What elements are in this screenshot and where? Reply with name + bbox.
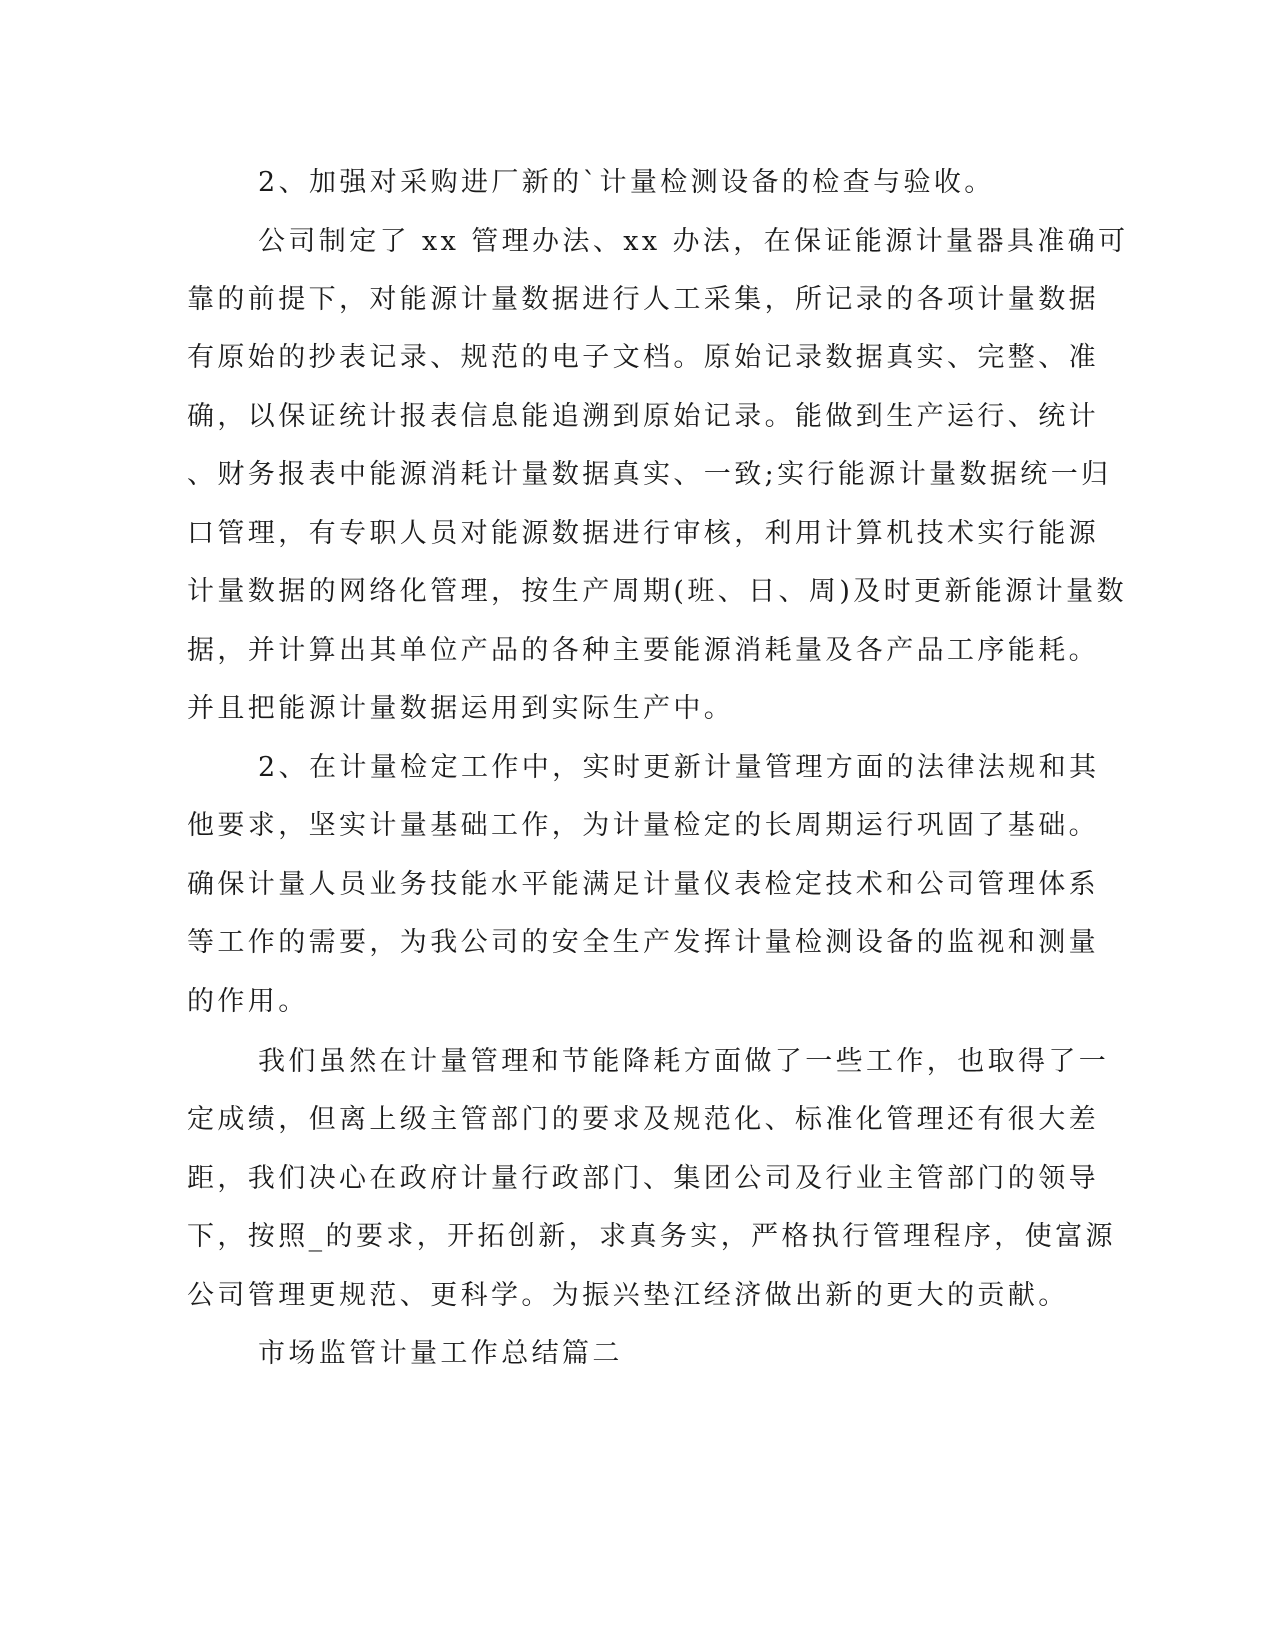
text-line: 等工作的需要，为我公司的安全生产发挥计量检测设备的监视和测量 [187, 927, 1099, 958]
text-line: 靠的前提下，对能源计量数据进行人工采集，所记录的各项计量数据 [187, 284, 1099, 315]
text-line: 距，我们决心在政府计量行政部门、集团公司及行业主管部门的领导 [187, 1163, 1099, 1194]
text-line: 、财务报表中能源消耗计量数据真实、一致;实行能源计量数据统一归 [187, 459, 1112, 490]
text-line: 并且把能源计量数据运用到实际生产中。 [187, 693, 735, 724]
text-line: 定成绩，但离上级主管部门的要求及规范化、标准化管理还有很大差 [187, 1104, 1099, 1135]
text-line: 的作用。 [187, 986, 309, 1017]
text-line: 据，并计算出其单位产品的各种主要能源消耗量及各产品工序能耗。 [187, 635, 1099, 666]
text-line: 下，按照_的要求，开拓创新，求真务实，严格执行管理程序，使富源 [187, 1221, 1116, 1252]
text-line: 公司制定了 xx 管理办法、xx 办法，在保证能源计量器具准确可 [258, 226, 1129, 257]
section-title: 市场监管计量工作总结篇二 [258, 1338, 623, 1369]
text-line: 有原始的抄表记录、规范的电子文档。原始记录数据真实、完整、准 [187, 342, 1099, 373]
text-line: 确，以保证统计报表信息能追溯到原始记录。能做到生产运行、统计 [187, 401, 1099, 432]
text-line: 计量数据的网络化管理，按生产周期(班、日、周)及时更新能源计量数 [187, 576, 1127, 607]
text-line: 公司管理更规范、更科学。为振兴垫江经济做出新的更大的贡献。 [187, 1280, 1069, 1311]
text-line: 我们虽然在计量管理和节能降耗方面做了一些工作，也取得了一 [258, 1046, 1110, 1077]
text-line: 确保计量人员业务技能水平能满足计量仪表检定技术和公司管理体系 [187, 869, 1099, 900]
text-line: 口管理，有专职人员对能源数据进行审核，利用计算机技术实行能源 [187, 518, 1099, 549]
paragraph-heading: 2、在计量检定工作中，实时更新计量管理方面的法律法规和其 [258, 752, 1100, 783]
paragraph-heading: 2、加强对采购进厂新的`计量检测设备的检查与验收。 [258, 167, 995, 198]
text-line: 他要求，坚实计量基础工作，为计量检定的长周期运行巩固了基础。 [187, 810, 1099, 841]
